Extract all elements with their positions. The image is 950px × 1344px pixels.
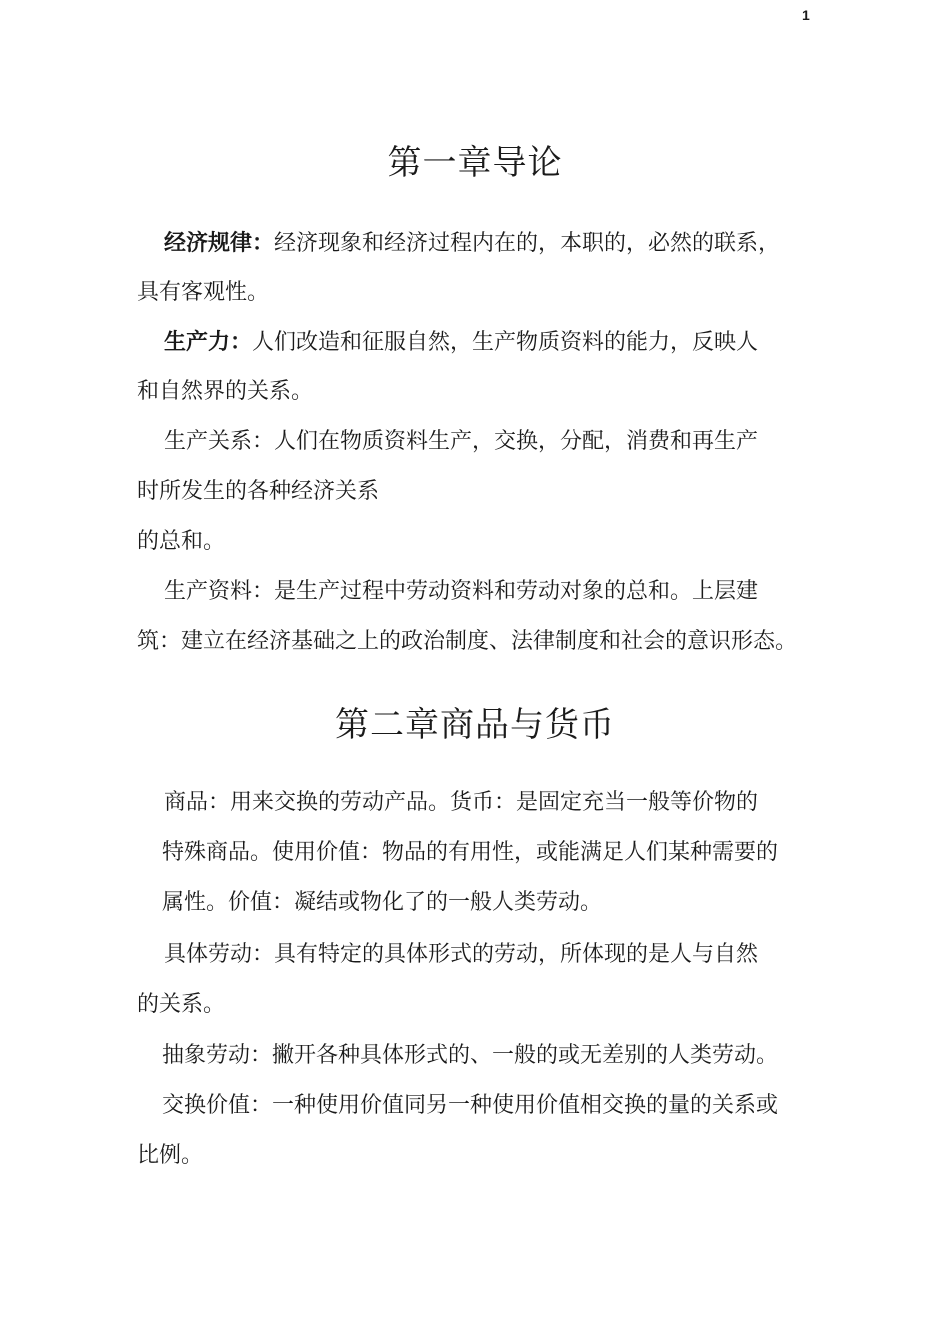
chapter-2-title: 第二章商品与货币 xyxy=(335,705,615,745)
paragraph-production-relations-line-2: 时所发生的各种经济关系 xyxy=(137,479,380,504)
paragraph-productivity-line-1 xyxy=(164,327,758,358)
paragraph-concrete-labor-line-1: 具体劳动：具有特定的具体形式的劳动，所体现的是人与自然 xyxy=(164,942,759,967)
paragraph-production-relations-line-1: 生产关系：人们在物质资料生产，交换，分配，消费和再生产 xyxy=(164,429,759,454)
paragraph-economic-law-line-2: 具有客观性。 xyxy=(137,280,270,305)
term-productivity: 生产力： xyxy=(164,329,253,355)
term-economic-law: 经济规律： xyxy=(164,230,275,256)
page-number: 1 xyxy=(802,7,810,23)
paragraph-productivity-line-2: 和自然界的关系。 xyxy=(137,379,314,404)
paragraph-commodity-line-3: 属性。价值：凝结或物化了的一般人类劳动。 xyxy=(162,890,603,915)
paragraph-means-of-production-line-1: 生产资料：是生产过程中劳动资料和劳动对象的总和。上层建 xyxy=(164,579,759,604)
paragraph-economic-law-line-1 xyxy=(164,228,780,259)
paragraph-abstract-labor-line-1: 抽象劳动：撇开各种具体形式的、一般的或无差别的人类劳动。 xyxy=(162,1043,779,1068)
chapter-1-title: 第一章导论 xyxy=(387,143,563,183)
paragraph-concrete-labor-line-2: 的关系。 xyxy=(137,992,226,1017)
definition-economic-law: 经济现象和经济过程内在的，本职的，必然的联系， xyxy=(274,231,781,256)
paragraph-exchange-value-line-1: 交换价值：一种使用价值同另一种使用价值相交换的量的关系或 xyxy=(162,1093,779,1118)
definition-productivity: 人们改造和征服自然，生产物质资料的能力，反映人 xyxy=(252,330,759,355)
paragraph-commodity-line-1: 商品：用来交换的劳动产品。货币：是固定充当一般等价物的 xyxy=(164,790,759,815)
paragraph-commodity-line-2: 特殊商品。使用价值：物品的有用性，或能满足人们某种需要的 xyxy=(162,840,779,865)
paragraph-exchange-value-line-2: 比例。 xyxy=(137,1143,204,1168)
paragraph-production-relations-line-3: 的总和。 xyxy=(137,529,226,554)
paragraph-means-of-production-line-2: 筑：建立在经济基础之上的政治制度、法律制度和社会的意识形态。 xyxy=(137,629,798,654)
